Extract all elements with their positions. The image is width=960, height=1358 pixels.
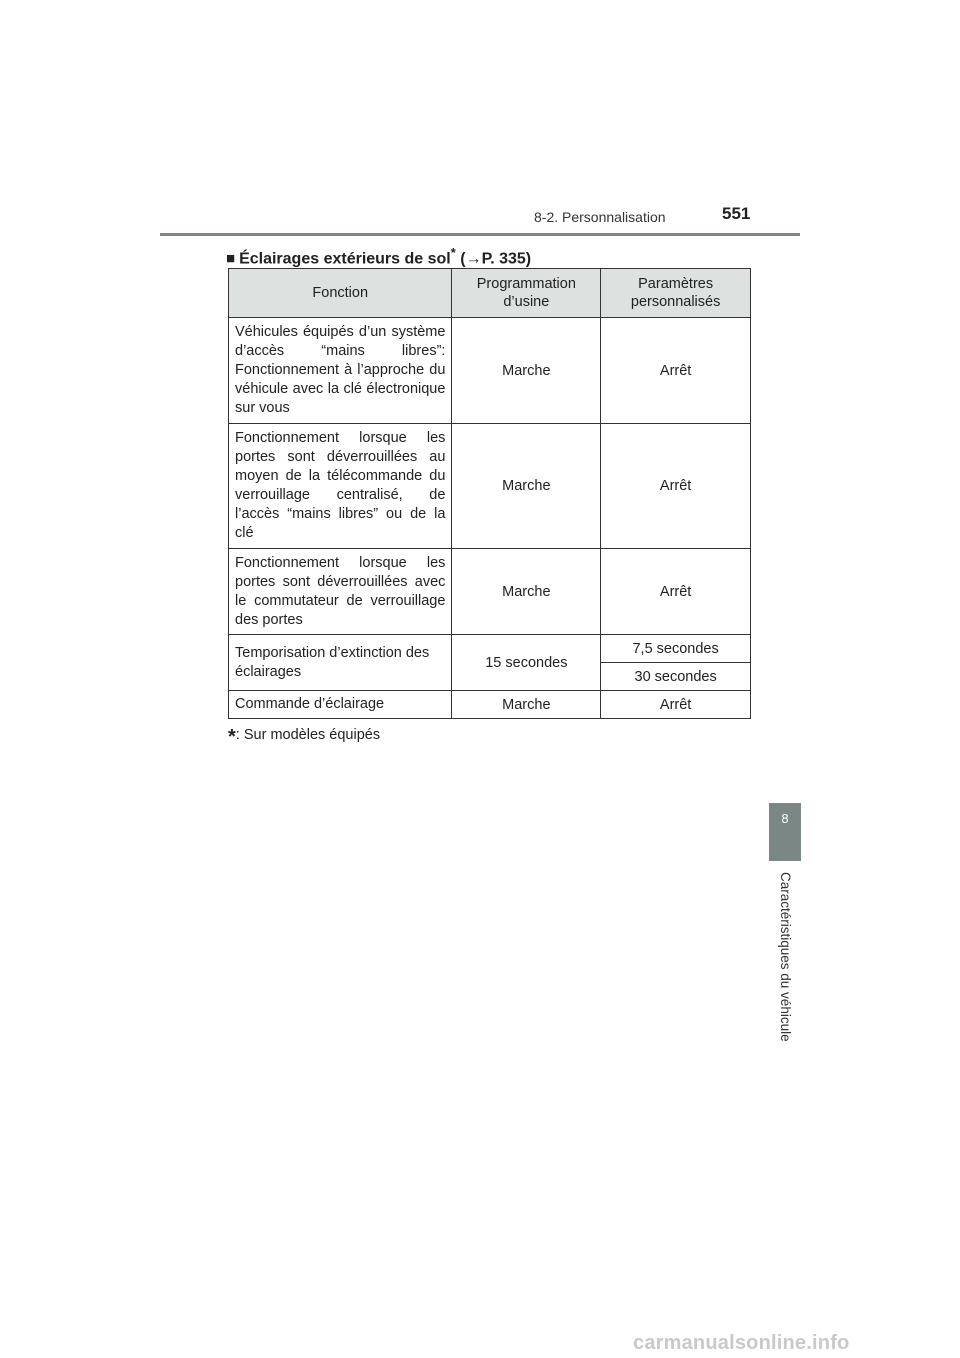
row-custom: 7,5 secondes	[601, 635, 751, 663]
chapter-number: 8	[781, 811, 789, 826]
table-header-row	[229, 269, 751, 318]
row-custom: Arrêt	[601, 424, 751, 549]
row-custom: 30 secondes	[601, 663, 751, 691]
table-row	[229, 424, 751, 549]
settings-table	[228, 268, 751, 719]
table-row	[229, 635, 751, 663]
header-section-title: 8-2. Personnalisation	[534, 209, 666, 225]
footnote	[228, 726, 380, 749]
table-row	[229, 549, 751, 635]
row-default: Marche	[452, 549, 601, 635]
section-title-text: Éclairages extérieurs de sol	[239, 250, 451, 268]
section-title	[226, 245, 531, 268]
header-default: Programmation d’usine	[452, 269, 601, 318]
row-default: 15 secondes	[452, 635, 601, 691]
header-rule	[160, 233, 800, 236]
row-function: Fonctionnement lorsque les portes sont déverrouillées avec le commutateur de verrouillage des portes	[229, 549, 452, 635]
page-number: 551	[722, 204, 751, 223]
page-reference-link[interactable]: (→P. 335)	[460, 250, 532, 268]
row-custom: Arrêt	[601, 318, 751, 424]
row-function: Fonctionnement lorsque les portes sont déverrouillées au moyen de la télécommande du verrouillage centralisé, de l’accès “mains libres” ou de la clé	[229, 424, 452, 549]
square-bullet-icon: ■	[226, 250, 236, 268]
row-custom: Arrêt	[601, 549, 751, 635]
table-row	[229, 318, 751, 424]
row-function: Véhicules équipés d’un système d’accès “mains libres”: Fonctionnement à l’approche du véhicule avec la clé électronique sur vous	[229, 318, 452, 424]
chapter-label-text: Caractéristiques du véhicule	[778, 872, 793, 1042]
row-function: Commande d’éclairage	[229, 691, 452, 719]
row-custom: Arrêt	[601, 691, 751, 719]
row-default: Marche	[452, 318, 601, 424]
asterisk-mark: *	[450, 245, 456, 260]
footnote-text: : Sur modèles équipés	[235, 727, 381, 743]
footnote-asterisk: *	[228, 726, 236, 748]
row-default: Marche	[452, 691, 601, 719]
watermark: carmanualsonline.info	[633, 1332, 850, 1354]
chapter-tab	[769, 803, 801, 861]
row-function: Temporisation d’extinction des éclairages	[229, 635, 452, 691]
header-function: Fonction	[229, 269, 452, 318]
header-custom: Paramètres personnalisés	[601, 269, 751, 318]
table-row	[229, 691, 751, 719]
row-default: Marche	[452, 424, 601, 549]
